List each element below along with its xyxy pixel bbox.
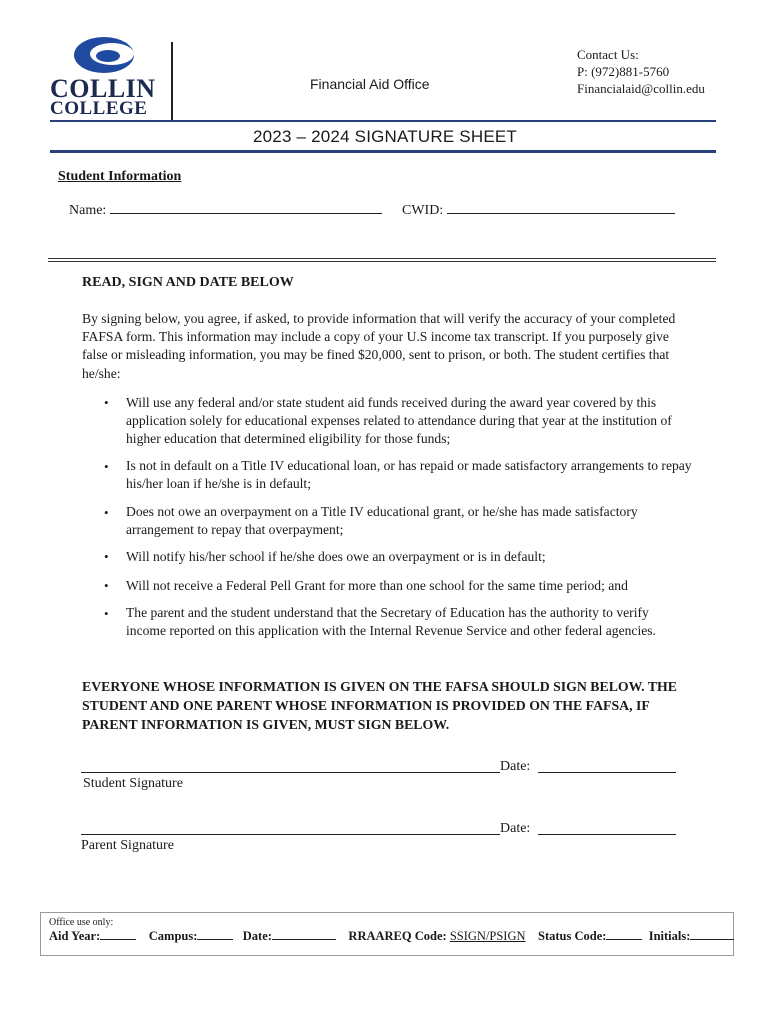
- agreement-paragraph: By signing below, you agree, if asked, to provide information that will verify the accuracy of your completed FAFSA form. This information may include a copy of your U.S income tax transcript. If you purposely give false or misleading information, you may be fined $20,000, sent to prison, or both. The student certifies that he/she:: [82, 311, 676, 381]
- student-date-label: Date:: [500, 759, 531, 774]
- rraareq-label: RRAAREQ Code:: [348, 929, 447, 943]
- list-item: Will use any federal and/or state student aid funds received during the award year covered by this application solely for educational expenses related to attendance during that year at the institution of higher education that determined eligibility for those funds;: [126, 395, 672, 447]
- list-item: The parent and the student understand that the Secretary of Education has the authority to verify income reported on this application with the Internal Revenue Service and other federal agencies.: [126, 605, 656, 639]
- parent-date-label: Date:: [500, 821, 531, 836]
- campus-label: Campus:: [148, 929, 198, 943]
- name-field: [69, 203, 382, 219]
- bullet-icon: •: [104, 505, 109, 520]
- list-item: Will not receive a Federal Pell Grant for more than one school for the same time period; and: [126, 578, 628, 593]
- bullet-icon: •: [104, 578, 109, 593]
- initials-line[interactable]: [690, 939, 734, 940]
- aid-year-line[interactable]: [100, 939, 136, 940]
- title-top-rule: [50, 120, 716, 122]
- contact-block: [577, 46, 705, 97]
- cwid-label: CWID:: [402, 203, 444, 218]
- bullet-icon: •: [104, 459, 109, 474]
- student-date-line[interactable]: [538, 772, 676, 773]
- bullet-icon: •: [104, 606, 109, 621]
- bullet-icon: •: [104, 549, 109, 564]
- bullet-icon: •: [104, 395, 109, 410]
- contact-email[interactable]: Financialaid@collin.edu: [577, 81, 705, 96]
- student-info-heading: Student Information: [58, 169, 182, 184]
- collin-college-logo: [50, 34, 160, 119]
- logo-text-college: COLLEGE: [50, 98, 148, 119]
- logo-text-collin: COLLIN: [50, 74, 156, 103]
- office-use-fields: [49, 929, 734, 944]
- initials-label: Initials:: [648, 929, 691, 943]
- campus-line[interactable]: [197, 939, 233, 940]
- parent-signature-line[interactable]: [81, 834, 500, 835]
- student-signature-label: Student Signature: [83, 776, 183, 791]
- office-use-caption: Office use only:: [49, 917, 114, 928]
- name-input-line[interactable]: [110, 213, 382, 214]
- name-label: Name:: [69, 203, 107, 218]
- office-date-label: Date:: [242, 929, 272, 943]
- parent-signature-label: Parent Signature: [81, 838, 174, 853]
- rraareq-value: SSIGN/PSIGN: [449, 929, 526, 943]
- list-item: Does not owe an overpayment on a Title IV educational grant, or he/she has made satisfactory arrangement to repay that overpayment;: [126, 504, 638, 538]
- list-item: Will notify his/her school if he/she does owe an overpayment or is in default;: [126, 549, 546, 564]
- list-item: Is not in default on a Title IV educational loan, or has repaid or made satisfactory arrangements to repay his/her loan if he/she is in default;: [126, 458, 692, 492]
- cwid-field: [402, 203, 675, 219]
- page-title: 2023 – 2024 SIGNATURE SHEET: [253, 127, 517, 146]
- status-code-label: Status Code:: [538, 929, 607, 943]
- read-sign-heading: READ, SIGN AND DATE BELOW: [82, 275, 294, 290]
- title-bottom-rule: [50, 150, 716, 153]
- office-name: Financial Aid Office: [310, 76, 430, 92]
- signature-notice: EVERYONE WHOSE INFORMATION IS GIVEN ON THE FAFSA SHOULD SIGN BELOW. THE STUDENT AND ONE PARENT WHOSE INFORMATION IS PROVIDED ON THE FAFSA, IF PARENT INFORMATION IS GIVEN, MUST SIGN BELOW.: [82, 679, 677, 732]
- section-divider: [48, 258, 716, 259]
- section-divider-2: [48, 261, 716, 262]
- parent-date-line[interactable]: [538, 834, 676, 835]
- contact-label: Contact Us:: [577, 47, 639, 62]
- student-signature-line[interactable]: [81, 772, 500, 773]
- cwid-input-line[interactable]: [447, 213, 675, 214]
- status-code-line[interactable]: [606, 939, 642, 940]
- header-divider: [171, 42, 173, 122]
- aid-year-label: Aid Year:: [49, 929, 101, 943]
- swoosh-logo-icon: [68, 34, 148, 78]
- contact-phone: P: (972)881-5760: [577, 64, 670, 79]
- office-date-line[interactable]: [272, 939, 336, 940]
